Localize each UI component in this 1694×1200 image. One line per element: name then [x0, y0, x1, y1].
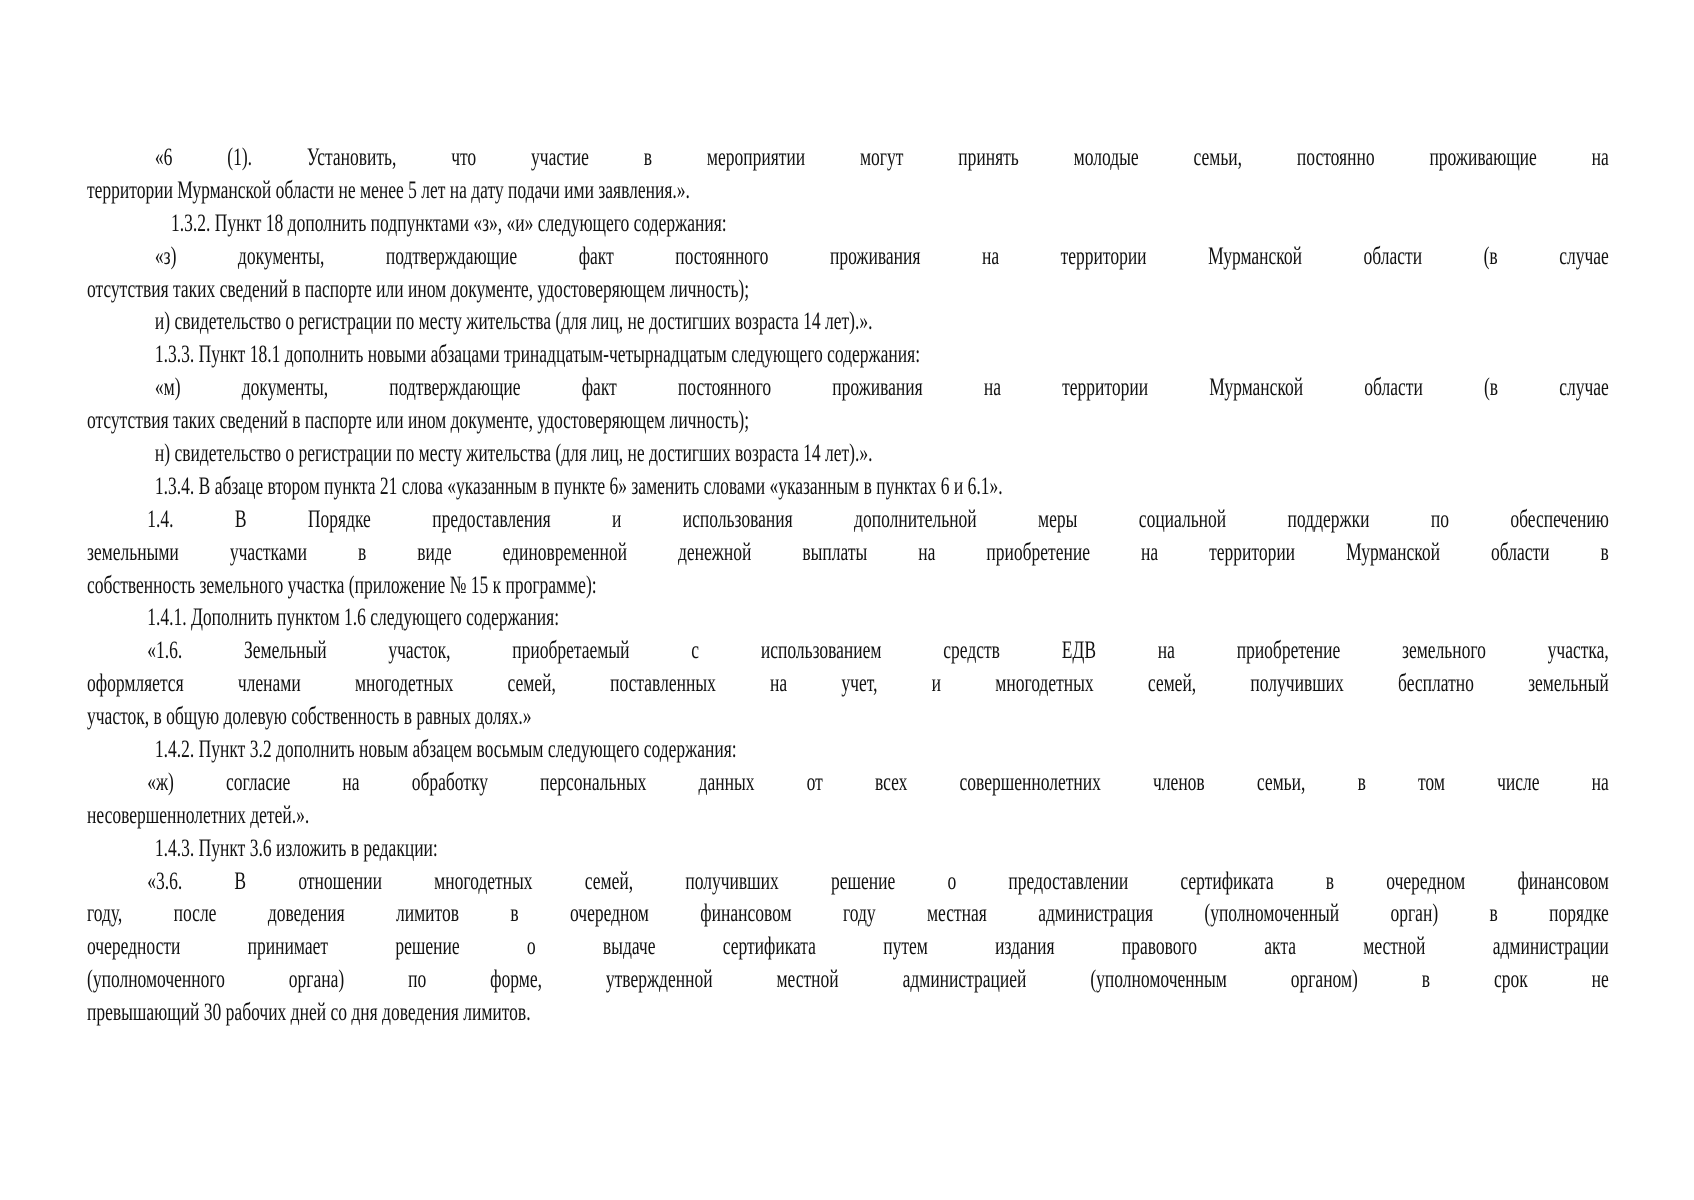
text-line: оформляется членами многодетных семей, поставленных на учет, и многодетных семей, получивших бесплатно земельный — [87, 670, 1609, 698]
paragraph — [87, 833, 1609, 866]
text-line: несовершеннолетних детей.». — [87, 801, 310, 829]
text-line: (уполномоченного органа) по форме, утвержденной местной администрацией (уполномоченным органом) в срок не — [87, 966, 1609, 994]
paragraph — [87, 438, 1609, 471]
text-line: собственность земельного участка (приложение № 15 к программе): — [87, 571, 597, 599]
text-line: отсутствия таких сведений в паспорте или ином документе, удостоверяющем личность); — [87, 275, 750, 303]
text-line: «з) документы, подтверждающие факт постоянного проживания на территории Мурманской области (в случае — [154, 242, 1609, 270]
paragraph — [87, 208, 1609, 241]
paragraph — [87, 767, 1609, 833]
paragraph — [87, 504, 1609, 603]
document-body — [87, 142, 1609, 1030]
text-line: 1.3.2. Пункт 18 дополнить подпунктами «з», «и» следующего содержания: — [171, 209, 727, 237]
text-line: «м) документы, подтверждающие факт постоянного проживания на территории Мурманской области (в случае — [154, 374, 1609, 402]
text-line: превышающий 30 рабочих дней со дня доведения лимитов. — [87, 999, 531, 1027]
paragraph — [87, 142, 1609, 208]
paragraph — [87, 306, 1609, 339]
text-line: году, после доведения лимитов в очередном финансовом году местная администрация (уполномоченный орган) в порядке — [87, 900, 1609, 928]
text-line: н) свидетельство о регистрации по месту жительства (для лиц, не достигших возраста 14 лет).». — [154, 440, 873, 468]
text-line: 1.3.4. В абзаце втором пункта 21 слова «указанным в пункте 6» заменить словами «указанным в пунктах 6 и 6.1». — [154, 472, 1003, 500]
text-line: отсутствия таких сведений в паспорте или ином документе, удостоверяющем личность); — [87, 407, 750, 435]
paragraph — [87, 241, 1609, 307]
paragraph — [87, 372, 1609, 438]
text-line: «3.6. В отношении многодетных семей, получивших решение о предоставлении сертификата в очередном финансовом — [147, 867, 1609, 895]
paragraph — [87, 602, 1609, 635]
text-line: участок, в общую долевую собственность в равных долях.» — [87, 703, 532, 731]
text-line: 1.4.2. Пункт 3.2 дополнить новым абзацем восьмым следующего содержания: — [154, 736, 737, 764]
paragraph — [87, 471, 1609, 504]
text-line: 1.4.1. Дополнить пунктом 1.6 следующего содержания: — [147, 604, 560, 632]
text-line: территории Мурманской области не менее 5 лет на дату подачи ими заявления.». — [87, 176, 690, 204]
paragraph — [87, 339, 1609, 372]
text-line: «ж) согласие на обработку персональных данных от всех совершеннолетних членов семьи, в том числе на — [147, 768, 1609, 796]
text-line: «6 (1). Установить, что участие в мероприятии могут принять молодые семьи, постоянно проживающие на — [154, 144, 1609, 171]
text-line: «1.6. Земельный участок, приобретаемый с использованием средств ЕДВ на приобретение земельного участка, — [147, 637, 1609, 665]
text-line: земельными участками в виде единовременной денежной выплаты на приобретение на территории Мурманской области в — [87, 538, 1609, 566]
text-line: и) свидетельство о регистрации по месту жительства (для лиц, не достигших возраста 14 лет).». — [154, 308, 873, 336]
paragraph — [87, 635, 1609, 734]
paragraph — [87, 734, 1609, 767]
text-line: 1.3.3. Пункт 18.1 дополнить новыми абзацами тринадцатым-четырнадцатым следующего содержания: — [154, 341, 921, 369]
text-line: очередности принимает решение о выдаче сертификата путем издания правового акта местной администрации — [87, 933, 1609, 961]
paragraph — [87, 866, 1609, 1030]
text-line: 1.4.3. Пункт 3.6 изложить в редакции: — [154, 834, 438, 862]
text-line: 1.4. В Порядке предоставления и использования дополнительной меры социальной поддержки по обеспечению — [147, 505, 1609, 533]
